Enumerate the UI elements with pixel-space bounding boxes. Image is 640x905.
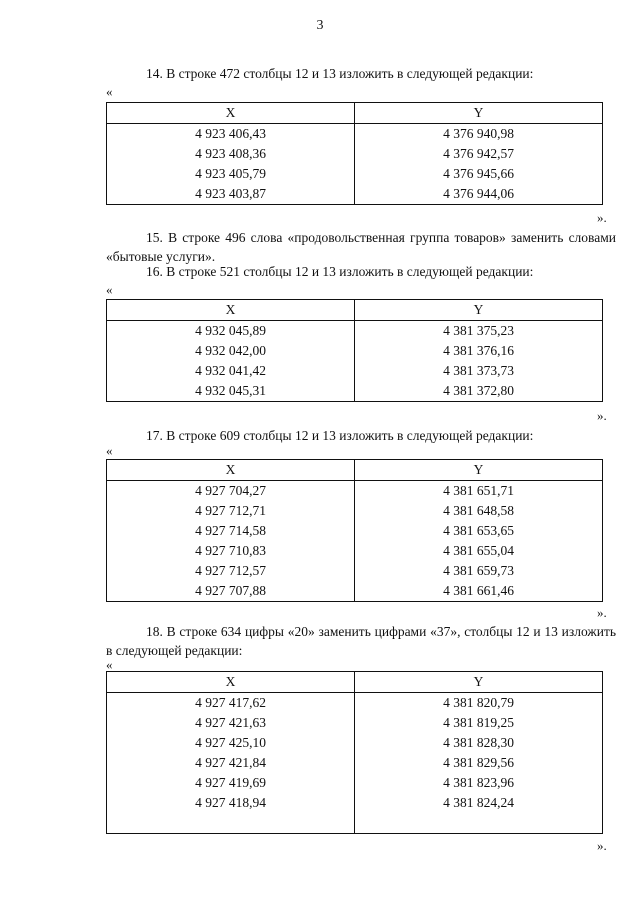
- coordinates-table-18: [106, 671, 603, 834]
- y-value: 4 376 945,66: [355, 164, 603, 184]
- table-row: [107, 481, 603, 502]
- column-header-x: X: [107, 460, 355, 481]
- table-row-empty: [107, 813, 603, 834]
- y-value: 4 381 372,80: [355, 381, 603, 402]
- x-value: 4 923 408,36: [107, 144, 355, 164]
- column-header-y: Y: [355, 672, 603, 693]
- coordinates-table-17: [106, 459, 603, 602]
- y-value: 4 381 648,58: [355, 501, 603, 521]
- table-row: [107, 753, 603, 773]
- quote-open: «: [106, 282, 113, 297]
- paragraph-16: 16. В строке 521 столбцы 12 и 13 изложить в следующей редакции:: [146, 264, 534, 279]
- paragraph-18: 18. В строке 634 цифры «20» заменить цифрами «37», столбцы 12 и 13 изложить в следующей редакции:: [106, 624, 616, 658]
- y-value: 4 376 940,98: [355, 124, 603, 145]
- column-header-y: Y: [355, 300, 603, 321]
- table-row: [107, 793, 603, 813]
- y-value: 4 381 829,56: [355, 753, 603, 773]
- column-header-y: Y: [355, 460, 603, 481]
- paragraph-15: 15. В строке 496 слова «продовольственная группа товаров» заменить словами «бытовые услуги».: [106, 230, 616, 264]
- x-value: 4 927 710,83: [107, 541, 355, 561]
- quote-open: «: [106, 657, 113, 672]
- x-value: 4 927 421,84: [107, 753, 355, 773]
- y-value: 4 381 819,25: [355, 713, 603, 733]
- table-row: [107, 581, 603, 602]
- x-value: 4 927 704,27: [107, 481, 355, 502]
- quote-close: ».: [597, 605, 607, 620]
- x-value: 4 927 425,10: [107, 733, 355, 753]
- coordinates-table-14: [106, 102, 603, 205]
- column-header-x: X: [107, 103, 355, 124]
- y-value: 4 381 376,16: [355, 341, 603, 361]
- y-value: 4 376 944,06: [355, 184, 603, 205]
- x-value: 4 927 712,57: [107, 561, 355, 581]
- x-value: 4 927 418,94: [107, 793, 355, 813]
- x-value: 4 932 042,00: [107, 341, 355, 361]
- x-value: 4 932 041,42: [107, 361, 355, 381]
- quote-close: ».: [597, 408, 607, 423]
- table-row: [107, 713, 603, 733]
- column-header-x: X: [107, 672, 355, 693]
- y-value: 4 381 820,79: [355, 693, 603, 714]
- x-value: 4 923 403,87: [107, 184, 355, 205]
- y-value: 4 381 823,96: [355, 773, 603, 793]
- table-row: [107, 521, 603, 541]
- table-row: [107, 693, 603, 714]
- table-row: [107, 541, 603, 561]
- coordinates-table-16: [106, 299, 603, 402]
- column-header-x: X: [107, 300, 355, 321]
- x-value: 4 927 419,69: [107, 773, 355, 793]
- y-value: 4 381 651,71: [355, 481, 603, 502]
- y-value: 4 381 373,73: [355, 361, 603, 381]
- table-row: [107, 164, 603, 184]
- x-value: 4 932 045,31: [107, 381, 355, 402]
- paragraph-17: 17. В строке 609 столбцы 12 и 13 изложить в следующей редакции:: [146, 428, 534, 443]
- table-row: [107, 321, 603, 342]
- x-value: 4 927 707,88: [107, 581, 355, 602]
- x-value: 4 927 712,71: [107, 501, 355, 521]
- quote-open: «: [106, 443, 113, 458]
- table-row: [107, 361, 603, 381]
- table-row: [107, 341, 603, 361]
- page-number: 3: [316, 18, 324, 33]
- table-row: [107, 184, 603, 205]
- y-value: 4 381 661,46: [355, 581, 603, 602]
- x-value: 4 923 406,43: [107, 124, 355, 145]
- table-row: [107, 733, 603, 753]
- x-value: 4 927 714,58: [107, 521, 355, 541]
- y-value: 4 381 659,73: [355, 561, 603, 581]
- table-row: [107, 124, 603, 145]
- quote-open: «: [106, 84, 113, 99]
- table-row: [107, 561, 603, 581]
- table-row: [107, 773, 603, 793]
- column-header-y: Y: [355, 103, 603, 124]
- x-value: 4 927 421,63: [107, 713, 355, 733]
- y-value: 4 381 375,23: [355, 321, 603, 342]
- y-value: 4 381 824,24: [355, 793, 603, 813]
- table-row: [107, 381, 603, 402]
- x-value: 4 923 405,79: [107, 164, 355, 184]
- y-value: 4 381 653,65: [355, 521, 603, 541]
- quote-close: ».: [597, 210, 607, 225]
- paragraph-14: 14. В строке 472 столбцы 12 и 13 изложить в следующей редакции:: [146, 66, 534, 81]
- x-value: 4 932 045,89: [107, 321, 355, 342]
- table-row: [107, 501, 603, 521]
- y-value: 4 376 942,57: [355, 144, 603, 164]
- y-value: 4 381 655,04: [355, 541, 603, 561]
- quote-close: ».: [597, 838, 607, 853]
- x-value: 4 927 417,62: [107, 693, 355, 714]
- table-row: [107, 144, 603, 164]
- y-value: 4 381 828,30: [355, 733, 603, 753]
